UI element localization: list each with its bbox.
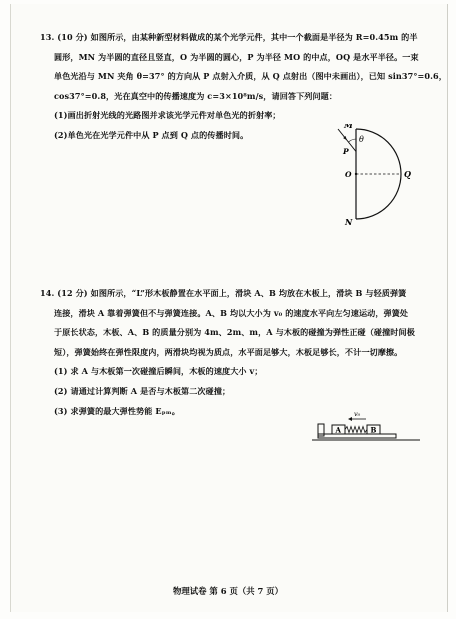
q13-part-2: (2)单色光在光学元件中从 P 点到 Q 点的传播时间。 <box>54 129 249 140</box>
q14-line-2: 连接，滑块 A 靠着弹簧但不与弹簧连接。A、B 均以大小为 v₀ 的速度水平向左匀速运动，弹簧处 <box>54 307 409 318</box>
q13-line-3: 单色光沿与 MN 夹角 θ=37° 的方向从 P 点射入介质，从 Q 点射出（图中未画出），已知 sin37°=0.6， <box>54 71 447 82</box>
q13-line-4: cos37°=0.8，光在真空中的传播速度为 c=3×10⁸m/s，请回答下列问题： <box>54 90 338 101</box>
spring <box>345 427 367 433</box>
q13-part-1: (1)画出折射光线的光路图并求该光学元件对单色光的折射率； <box>54 110 281 121</box>
q13-line-2: 圆形，MN 为半圆的直径且竖直，O 为半圆的圆心，P 为半径 MO 的中点，OQ 是水平半径。一束 <box>54 51 419 62</box>
l-board <box>318 434 396 438</box>
label-q: Q <box>404 169 411 179</box>
semicircle-figure <box>336 124 436 230</box>
label-m: M <box>344 124 353 130</box>
label-a: A <box>335 425 341 435</box>
center-point <box>355 173 357 175</box>
label-v0: v₀ <box>354 410 361 418</box>
label-o: O <box>345 170 352 179</box>
board-spring-figure <box>312 404 420 444</box>
q13-line-1: 13. (10 分) 如图所示，由某种新型材料做成的某个光学元件，其中一个截面是半径为 R=0.45m 的半 <box>40 32 418 42</box>
label-p: P <box>343 147 349 156</box>
q14-line-1: 14. (12 分) 如图所示，“L”形木板静置在水平面上，滑块 A、B 均放在木板上，滑块 B 与轻质弹簧 <box>40 288 407 298</box>
page-footer: 物理试卷 第 6 页（共 7 页） <box>173 586 283 596</box>
q14-part-2: (2) 请通过计算判断 A 是否与木板第二次碰撞； <box>54 385 231 396</box>
label-b: B <box>370 425 377 435</box>
arrow-head-icon <box>348 417 352 421</box>
question-14 <box>40 284 415 421</box>
q14-part-1: (1) 求 A 与木板第一次碰撞后瞬间，木板的速度大小 v； <box>54 366 263 377</box>
label-theta: θ <box>359 135 364 144</box>
label-n: N <box>345 217 353 227</box>
q14-part-3: (3) 求弹簧的最大弹性势能 Eₚₘ。 <box>54 405 180 416</box>
q14-line-3: 于原长状态，木板、A、B 的质量分别为 4m、2m、m，A 与木板的碰撞为弹性正碰（碰撞时间极 <box>54 327 415 338</box>
q14-line-4: 短），弹簧始终在弹性限度内，两滑块均视为质点，水平面足够大，木板足够长，不计一切摩擦。 <box>54 346 403 357</box>
theta-arc <box>349 139 357 142</box>
